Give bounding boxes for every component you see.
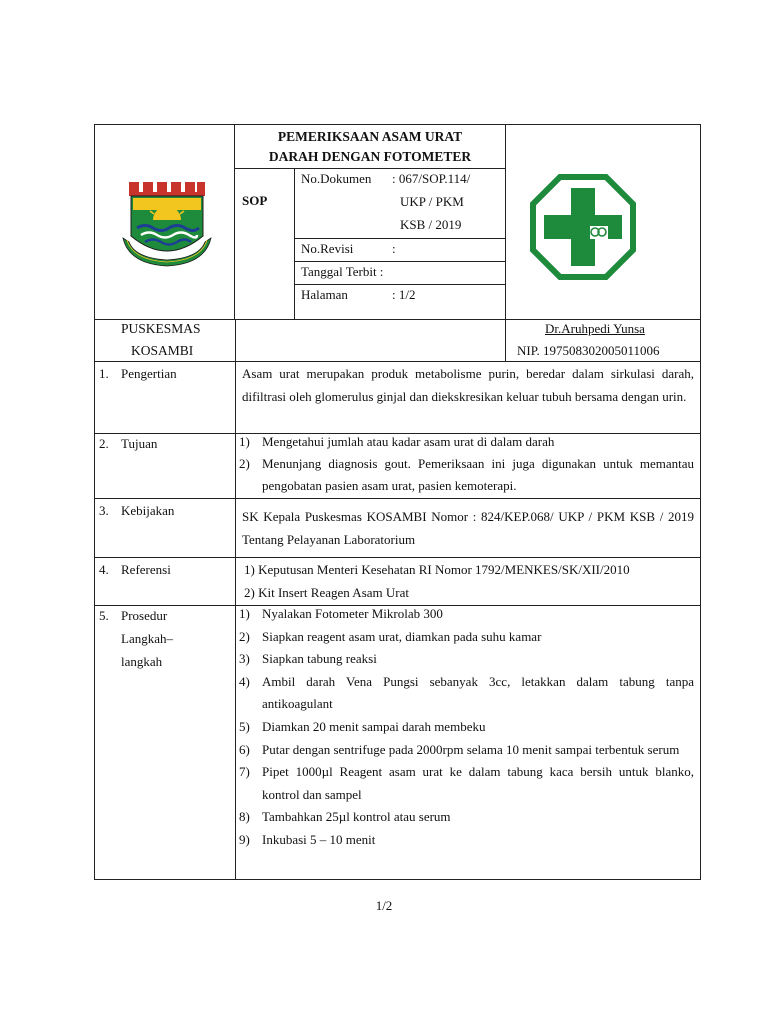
signer-name: Dr.Aruhpedi Yunsa: [545, 321, 645, 336]
pengertian-content-cell: [236, 362, 700, 408]
prosedur-step-num: 6): [239, 741, 250, 757]
tujuan-title: Tujuan: [121, 436, 158, 451]
prosedur-step-num: 5): [239, 718, 250, 734]
halaman-row: [295, 285, 505, 319]
kebijakan-num: 3.: [99, 503, 109, 518]
prosedur-step-text: Ambil darah Vena Pungsi sebanyak 3cc, letakkan dalam tabung tanpa antikoagulant: [262, 673, 694, 712]
tujuan-label-cell: [95, 434, 236, 498]
prosedur-title-3: langkah: [121, 654, 163, 669]
halaman-value: : 1/2: [392, 287, 416, 302]
tujuan-item-num: 1): [239, 434, 250, 449]
prosedur-step: [236, 716, 694, 739]
kebijakan-text: SK Kepala Puskesmas KOSAMBI Nomor : 824/KEP.068/ UKP / PKM KSB / 2019 Tentang Pelayanan Laboratorium: [242, 509, 694, 547]
referensi-label-cell: [95, 558, 236, 605]
page-number: 1/2: [375, 898, 393, 913]
referensi-num: 4.: [99, 562, 109, 577]
section-tujuan: [94, 434, 701, 499]
tujuan-num: 2.: [99, 436, 109, 451]
prosedur-step-text: Nyalakan Fotometer Mikrolab 300: [262, 606, 443, 621]
puskesmas-cross-logo: [530, 174, 636, 280]
prosedur-step-text: Diamkan 20 menit sampai darah membeku: [262, 718, 486, 734]
section-referensi: [94, 558, 701, 606]
prosedur-step: [236, 829, 694, 852]
prosedur-step-num: 7): [239, 764, 250, 780]
title-line-2: DARAH DENGAN FOTOMETER: [268, 149, 472, 164]
identity-row: [94, 320, 701, 362]
prosedur-step-text: Putar dengan sentrifuge pada 2000rpm selama 10 menit sampai terbentuk serum: [262, 741, 680, 757]
no-dokumen-value-2: UKP / PKM: [400, 194, 464, 209]
prosedur-step: [236, 648, 694, 671]
prosedur-num: 5.: [99, 608, 109, 623]
halaman-label: Halaman: [301, 287, 348, 302]
prosedur-step-text: Tambahkan 25µl kontrol atau serum: [262, 809, 451, 825]
puskesmas-logo-cell: [505, 125, 700, 319]
no-revisi-row: [295, 239, 505, 262]
section-pengertian: [94, 362, 701, 434]
sop-label: SOP: [235, 169, 295, 319]
regency-logo-cell: [95, 125, 235, 319]
kebijakan-label-cell: [95, 499, 236, 557]
prosedur-step-text: Siapkan tabung reaksi: [262, 651, 377, 667]
prosedur-step: [236, 761, 694, 806]
tanggal-terbit-label: Tanggal Terbit :: [301, 264, 384, 279]
tanggal-terbit-row: [295, 262, 505, 285]
prosedur-list: [236, 603, 700, 852]
puskesmas-line-2: KOSAMBI: [131, 343, 194, 358]
kebijakan-content-cell: [236, 505, 700, 551]
pengertian-text: Asam urat merupakan produk metabolisme purin, beredar dalam sirkulasi darah, difiltrasi oleh glomerulus ginjal dan diekskresikan keluar tubuh bersama dengan urin.: [242, 366, 694, 404]
prosedur-step: [236, 626, 694, 649]
prosedur-step-text: Inkubasi 5 – 10 menit: [262, 831, 376, 847]
prosedur-step-num: 1): [239, 606, 250, 621]
prosedur-title-1: Prosedur: [121, 608, 168, 623]
pengertian-label-cell: [95, 362, 236, 433]
no-revisi-value: :: [392, 241, 396, 256]
referensi-title: Referensi: [121, 562, 171, 577]
prosedur-step-num: 2): [239, 628, 250, 644]
prosedur-step: [236, 739, 694, 762]
prosedur-step: [236, 671, 694, 716]
puskesmas-cell: [95, 320, 236, 361]
section-prosedur: [94, 606, 701, 880]
no-dokumen-label: No.Dokumen: [301, 171, 372, 186]
tujuan-item: [236, 453, 694, 497]
no-revisi-label: No.Revisi: [301, 241, 354, 256]
sop-title: [235, 125, 505, 169]
prosedur-step-num: 9): [239, 831, 250, 847]
title-line-1: PEMERIKSAAN ASAM URAT: [277, 129, 463, 144]
signer-block: [517, 318, 660, 362]
prosedur-title-2: Langkah–: [121, 631, 173, 646]
referensi-item: 2) Kit Insert Reagen Asam Urat: [244, 585, 409, 600]
identity-divider: [505, 320, 506, 361]
referensi-list: [236, 558, 700, 604]
referensi-item: 1) Keputusan Menteri Kesehatan RI Nomor 1792/MENKES/SK/XII/2010: [244, 562, 630, 577]
section-kebijakan: [94, 499, 701, 558]
regency-emblem-logo: [119, 180, 215, 270]
puskesmas-line-1: PUSKESMAS: [121, 321, 201, 336]
prosedur-step-text: Pipet 1000µl Reagent asam urat ke dalam tabung kaca bersih untuk blanko, kontrol dan sampel: [262, 764, 694, 802]
prosedur-step-num: 8): [239, 809, 250, 825]
puskesmas-name: [121, 318, 201, 362]
signer-nip: NIP. 197508302005011006: [517, 343, 660, 358]
tujuan-item-num: 2): [239, 456, 250, 471]
tujuan-item-text: Menunjang diagnosis gout. Pemeriksaan ini juga digunakan untuk memantau pengobatan pasien asam urat, pasien kemoterapi.: [262, 456, 694, 493]
tujuan-item: [236, 431, 694, 453]
no-dokumen-row: [295, 169, 505, 239]
prosedur-step: [236, 806, 694, 829]
prosedur-step-num: 3): [239, 651, 250, 667]
tujuan-item-text: Mengetahui jumlah atau kadar asam urat di dalam darah: [262, 434, 555, 449]
sop-header: [94, 124, 701, 320]
tujuan-list: [236, 431, 700, 497]
prosedur-label-cell: [95, 606, 236, 879]
no-dokumen-value-1: : 067/SOP.114/: [392, 171, 471, 186]
kebijakan-title: Kebijakan: [121, 503, 175, 518]
prosedur-step-text: Siapkan reagent asam urat, diamkan pada suhu kamar: [262, 628, 542, 644]
pengertian-title: Pengertian: [121, 366, 177, 381]
pengertian-num: 1.: [99, 366, 109, 381]
prosedur-step: [236, 603, 694, 626]
prosedur-step-num: 4): [239, 673, 250, 689]
no-dokumen-value-3: KSB / 2019: [400, 217, 462, 232]
